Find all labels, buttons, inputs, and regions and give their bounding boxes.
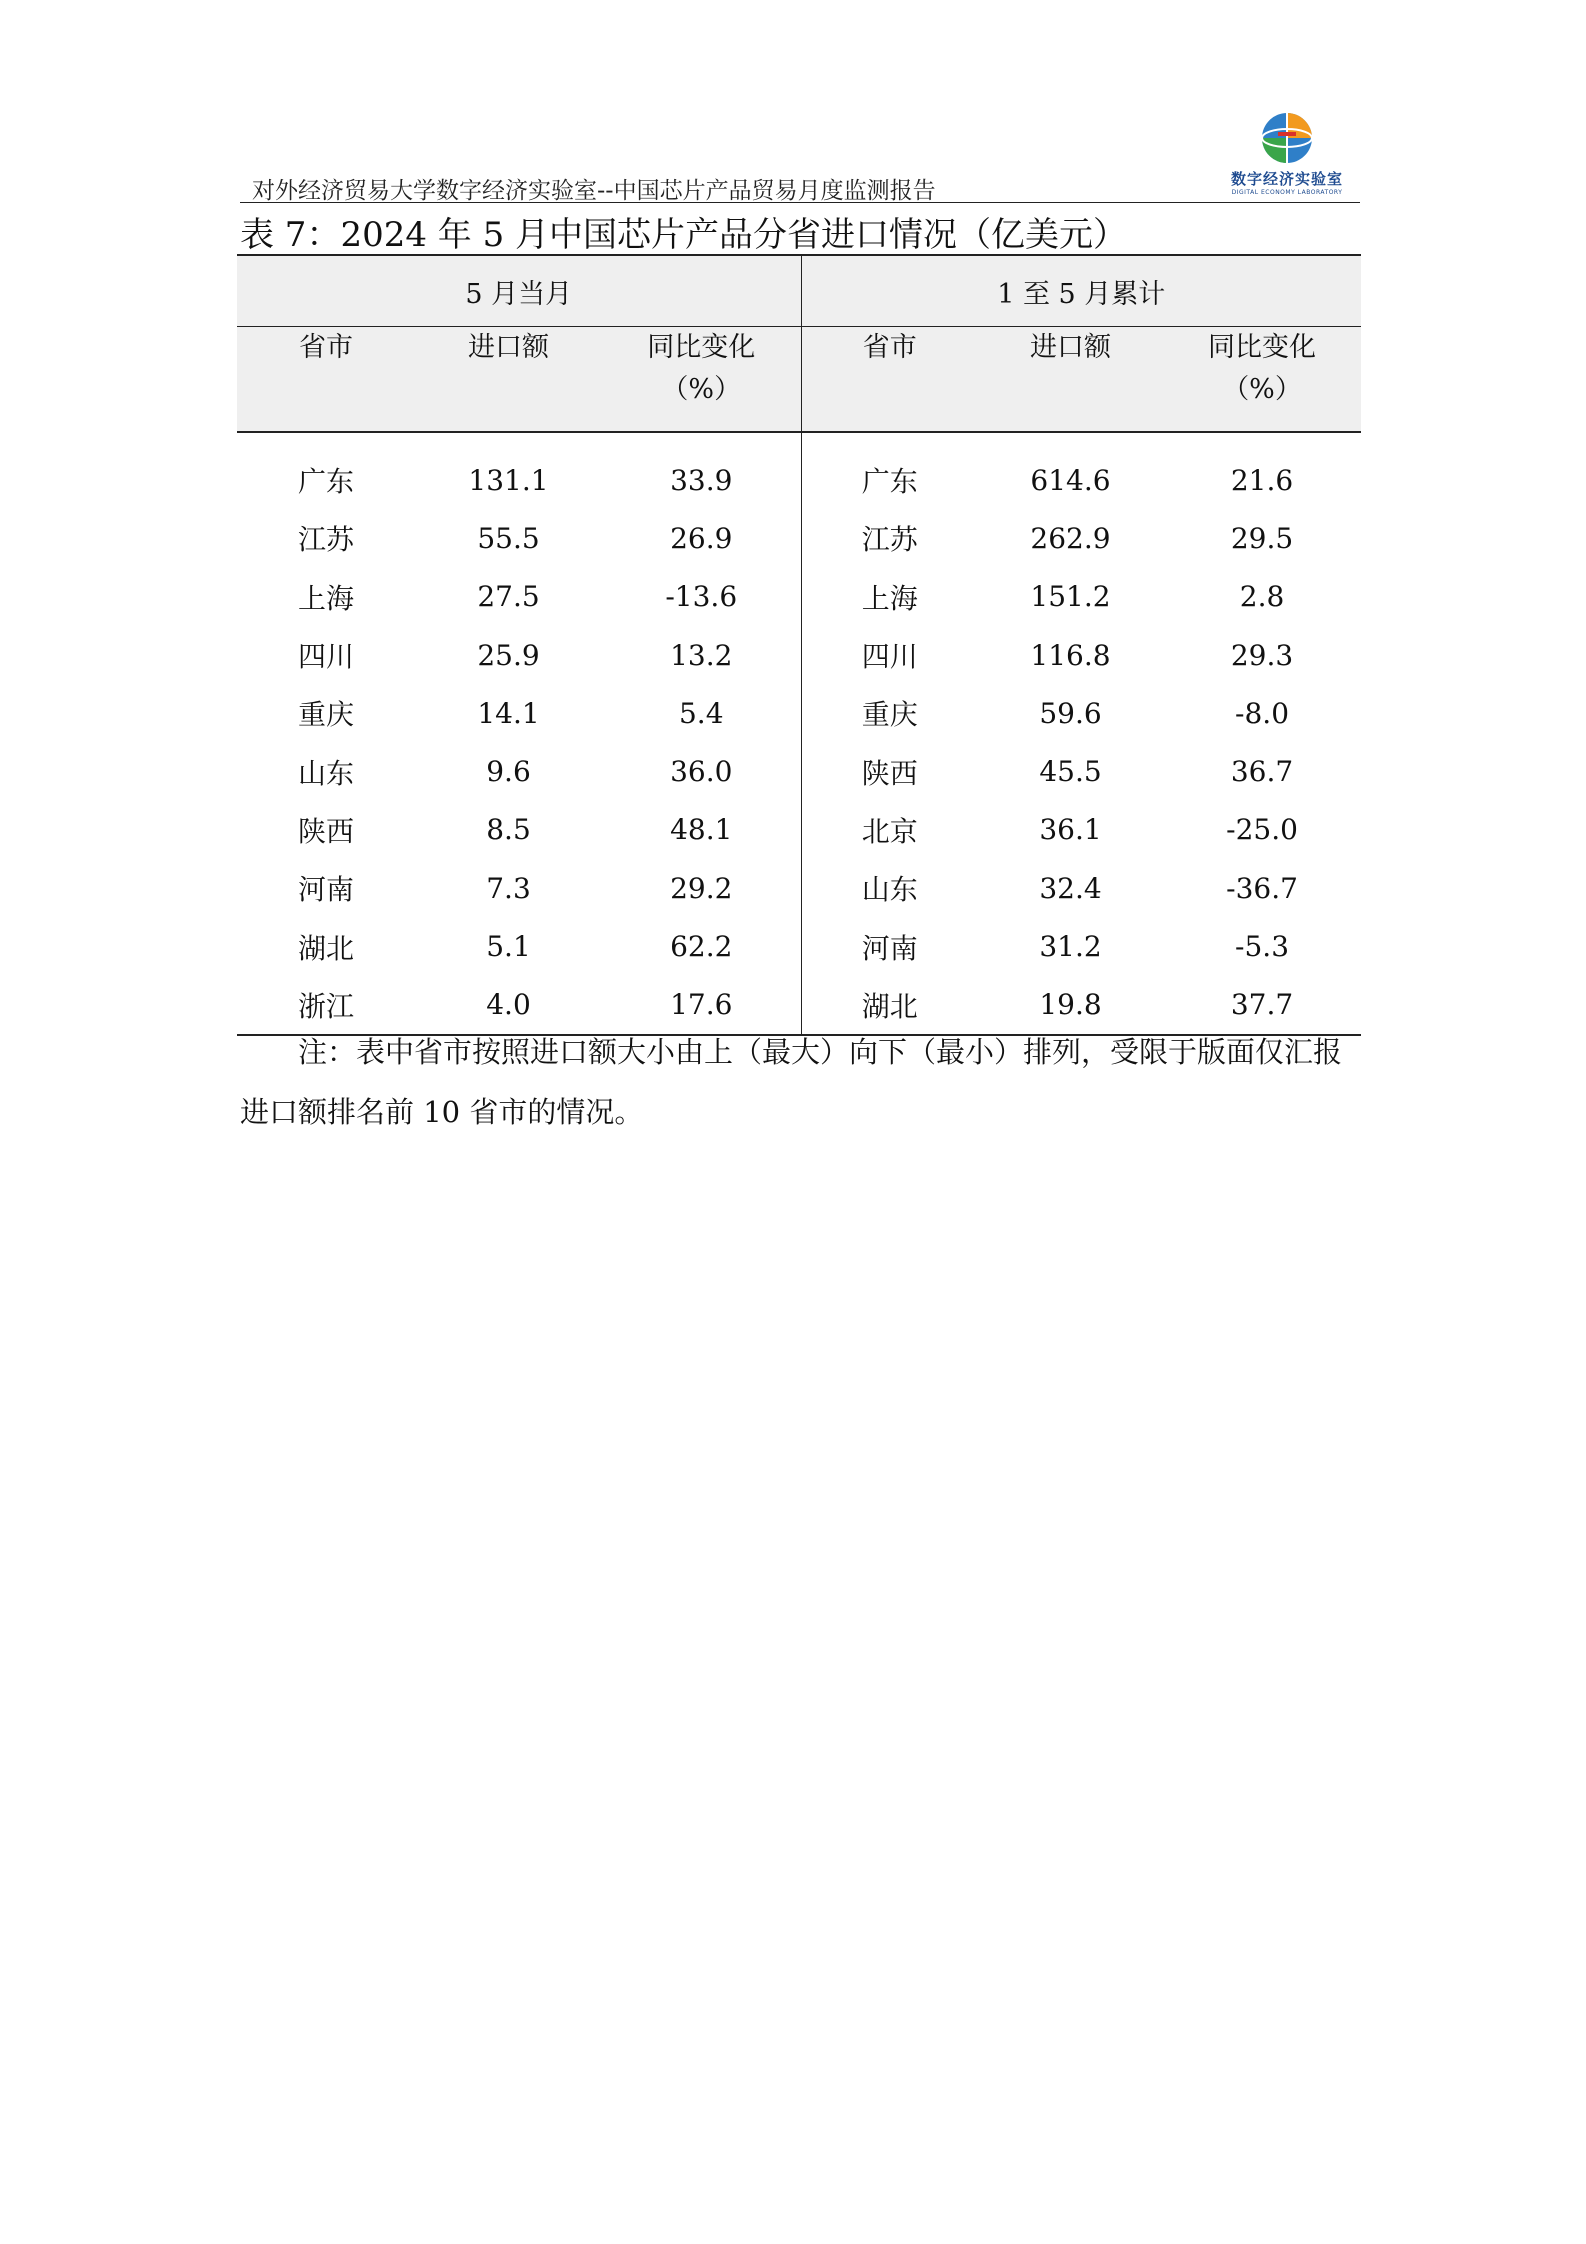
col-header-yoy-line1: 同比变化 xyxy=(647,332,756,363)
cumulative-yoy: -8.0 xyxy=(1235,696,1290,730)
cumulative-province: 四川 xyxy=(801,626,978,684)
cumulative-import-value: 59.6 xyxy=(1039,696,1102,730)
table-row xyxy=(237,742,1361,800)
monthly-yoy: 62.2 xyxy=(670,930,733,964)
cumulative-yoy: 21.6 xyxy=(1230,463,1294,497)
cumulative-import-value: 614.6 xyxy=(1030,463,1111,497)
cumulative-province: 江苏 xyxy=(801,509,978,567)
col-header-yoy-line1: 同比变化 xyxy=(1208,332,1317,363)
table-row xyxy=(237,568,1361,626)
monthly-import-value: 55.5 xyxy=(477,521,540,555)
table-row xyxy=(237,626,1361,684)
cumulative-yoy: -36.7 xyxy=(1226,871,1298,905)
cumulative-import-value: 32.4 xyxy=(1039,871,1102,905)
table-row xyxy=(237,684,1361,742)
cumulative-import-value: 45.5 xyxy=(1039,755,1102,789)
cumulative-yoy: 37.7 xyxy=(1163,976,1361,1035)
monthly-province: 广东 xyxy=(297,465,354,499)
col-header-yoy-line2: （%） xyxy=(1222,374,1302,405)
logo-text-en: DIGITAL ECONOMY LABORATORY xyxy=(1231,189,1343,196)
table-row xyxy=(237,917,1361,975)
cumulative-yoy: -5.3 xyxy=(1235,930,1290,964)
monthly-province: 重庆 xyxy=(297,698,354,732)
col-header-import: 进口额 xyxy=(415,327,602,433)
monthly-import-value: 25.9 xyxy=(477,638,540,672)
col-header-yoy-line2: （%） xyxy=(661,374,742,405)
monthly-import-value: 7.3 xyxy=(486,871,531,905)
province-import-table xyxy=(237,254,1361,1036)
logo-text-cn: 数字经济实验室 xyxy=(1230,170,1343,188)
header-rule xyxy=(240,202,1360,203)
monthly-province: 湖北 xyxy=(297,931,354,965)
group-monthly-header: 5 月当月 xyxy=(237,255,801,327)
table-row xyxy=(237,801,1361,859)
monthly-province: 上海 xyxy=(297,581,354,615)
monthly-yoy: 36.0 xyxy=(670,755,733,789)
col-header-import: 进口额 xyxy=(978,327,1163,433)
cumulative-province: 湖北 xyxy=(801,976,978,1035)
cumulative-yoy: 29.3 xyxy=(1230,638,1294,672)
cumulative-province: 河南 xyxy=(801,917,978,975)
cumulative-yoy: 2.8 xyxy=(1239,580,1285,614)
cumulative-province: 陕西 xyxy=(801,742,978,800)
monthly-province: 江苏 xyxy=(297,523,354,557)
monthly-province: 四川 xyxy=(297,640,354,674)
monthly-yoy: 33.9 xyxy=(670,463,733,497)
group-cumulative-header: 1 至 5 月累计 xyxy=(801,255,1361,327)
monthly-province: 陕西 xyxy=(297,814,354,848)
cumulative-province: 山东 xyxy=(801,859,978,917)
globe-logo-icon xyxy=(1258,110,1316,166)
table-row xyxy=(237,509,1361,567)
cumulative-province: 广东 xyxy=(801,432,978,509)
monthly-import-value: 4.0 xyxy=(415,976,602,1035)
lab-logo xyxy=(1222,110,1352,198)
cumulative-import-value: 31.2 xyxy=(1039,930,1102,964)
cumulative-import-value: 36.1 xyxy=(1039,813,1102,847)
table-row xyxy=(237,859,1361,917)
monthly-province: 浙江 xyxy=(237,976,415,1035)
cumulative-import-value: 116.8 xyxy=(1030,638,1111,672)
col-header-yoy xyxy=(1163,327,1361,433)
col-header-province: 省市 xyxy=(801,327,978,433)
table-note: 注：表中省市按照进口额大小由上（最大）向下（最小）排列，受限于版面仅汇报进口额排名前 10 省市的情况。 xyxy=(240,1035,1343,1129)
cumulative-yoy: -25.0 xyxy=(1226,813,1298,847)
cumulative-province: 重庆 xyxy=(801,684,978,742)
col-header-yoy xyxy=(602,327,801,433)
monthly-import-value: 8.5 xyxy=(486,813,531,847)
monthly-yoy: 17.6 xyxy=(602,976,801,1035)
cumulative-yoy: 36.7 xyxy=(1230,755,1294,789)
monthly-province: 河南 xyxy=(297,873,354,907)
monthly-yoy: 29.2 xyxy=(670,871,733,905)
page-header xyxy=(240,110,1360,202)
monthly-yoy: -13.6 xyxy=(665,580,738,614)
col-header-province: 省市 xyxy=(237,327,415,433)
cumulative-province: 北京 xyxy=(801,801,978,859)
monthly-yoy: 13.2 xyxy=(670,638,733,672)
table-title: 表 7：2024 年 5 月中国芯片产品分省进口情况（亿美元） xyxy=(240,215,1128,255)
cumulative-import-value: 262.9 xyxy=(1030,521,1111,555)
cumulative-province: 上海 xyxy=(801,568,978,626)
table-row xyxy=(237,432,1361,509)
monthly-import-value: 131.1 xyxy=(468,463,549,497)
cumulative-import-value: 151.2 xyxy=(1030,580,1111,614)
monthly-import-value: 27.5 xyxy=(477,580,540,614)
monthly-yoy: 26.9 xyxy=(670,521,733,555)
report-title: 对外经济贸易大学数字经济实验室--中国芯片产品贸易月度监测报告 xyxy=(252,178,936,204)
monthly-yoy: 48.1 xyxy=(670,813,733,847)
monthly-import-value: 9.6 xyxy=(486,755,531,789)
monthly-yoy: 5.4 xyxy=(678,696,724,730)
monthly-import-value: 14.1 xyxy=(477,696,540,730)
cumulative-import-value: 19.8 xyxy=(978,976,1163,1035)
monthly-province: 山东 xyxy=(297,756,354,790)
monthly-import-value: 5.1 xyxy=(486,930,531,964)
cumulative-yoy: 29.5 xyxy=(1230,521,1294,555)
